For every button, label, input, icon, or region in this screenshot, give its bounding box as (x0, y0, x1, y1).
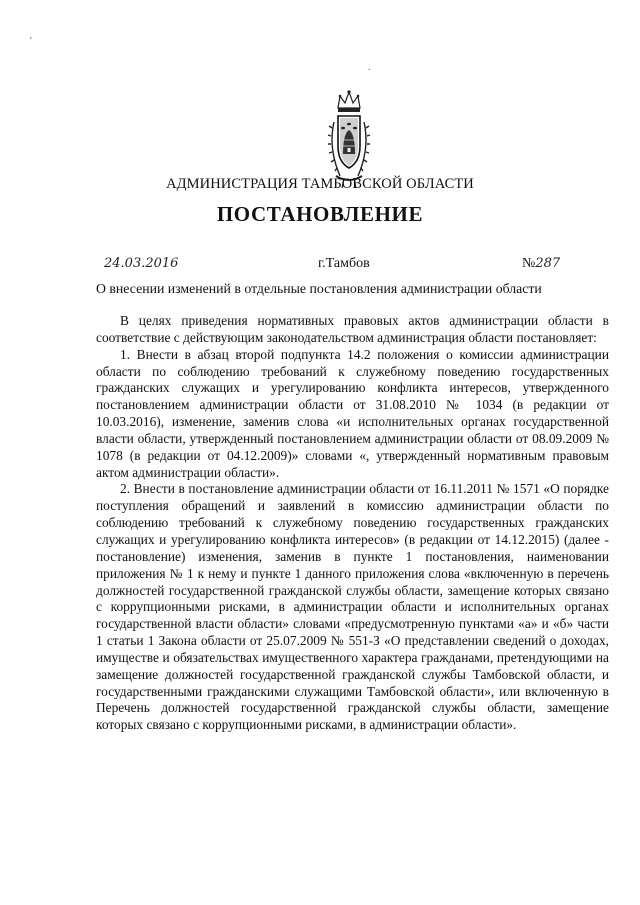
number-prefix: № (522, 256, 536, 271)
number-value: 287 (535, 256, 561, 271)
body-paragraph: 2. Внести в постановление администрации области от 16.11.2011 № 1571 «О порядке поступления обращений и заявлений в комиссию администрации области по соблюдению требований к служебному поведению государственных гражданских служащих и урегулированию конфликта интересов» (в редакции от 14.12.2015) (далее - постановление) изменения, заменив в пункте 1 постановления, наименовании приложения № 1 к нему и пункте 1 данного приложения слова «включенную в перечень должностей государственной гражданской службы области, замещение которых связано с коррупционными рисками, в администрации области и исполнительных органах государственной власти области» словами «предусмотренную пунктами «а» и «б» части 1 статьи 1 Закона области от 25.07.2009 № 551-З «О представлении сведений о доходах, имуществе и обязательствах имущественного характера гражданами, претендующими на замещение должностей государственной гражданской службы Тамбовской области, и государственными гражданскими служащими Тамбовской области», или включенную в Перечень должностей государственной гражданской службы области, замещение которых связано с коррупционными рисками, в администрации области». (96, 481, 609, 733)
document-title: ПОСТАНОВЛЕНИЕ (216, 202, 424, 226)
document-city: г.Тамбов (318, 256, 370, 271)
body-paragraph: 1. Внести в абзац второй подпункта 14.2 положения о комиссии администрации области по соблюдению требований к служебному поведению государственных гражданских служащих и урегулированию конфликта интересов, утвержденного постановлением администрации области от 31.08.2010 № 1034 (в редакции от 10.03.2016), изменение, заменив слова «и исполнительных органах государственной власти области, утвержденный постановлением администрации области от 08.09.2009 № 1078 (в редакции от 04.12.2009)» словами «, утвержденный нормативным правовым актом администрации области». (96, 346, 609, 480)
scan-speck: ' (30, 36, 32, 47)
document-number (522, 256, 560, 272)
document-date: 24.03.2016 (104, 256, 179, 271)
document-body (96, 313, 609, 734)
document-subject: О внесении изменений в отдельные постановления администрации области (96, 281, 542, 296)
agency-name: АДМИНИСТРАЦИЯ ТАМБОВСКОЙ ОБЛАСТИ (166, 176, 474, 192)
body-paragraph: В целях приведения нормативных правовых актов администрации области в соответствие с действующим законодательством администрация области постановляет: (96, 313, 609, 345)
scan-speck: . (368, 62, 371, 73)
